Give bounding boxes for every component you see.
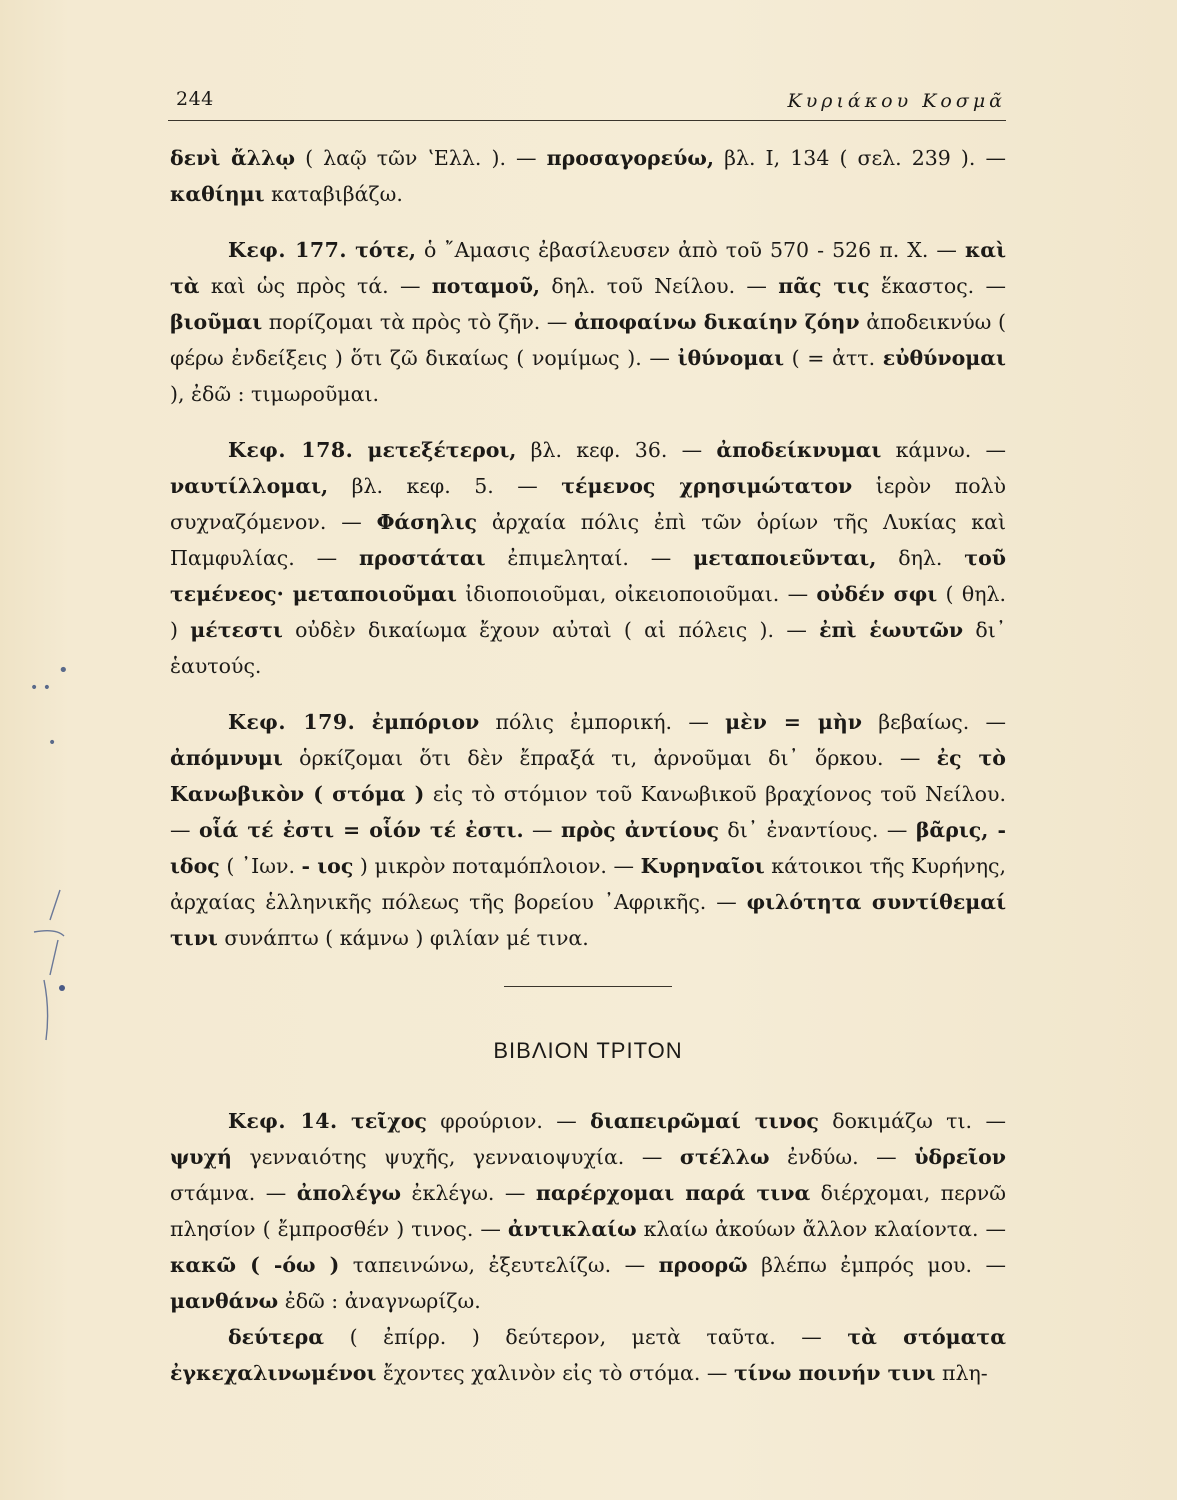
margin-scribble [20,880,80,1060]
lemma: ἐμπόριον [371,710,480,734]
gloss: καταβιβάζω. [264,182,403,206]
lemma: - ιος [301,854,354,878]
lemma: μανθάνω [170,1289,279,1313]
margin-speck: • [58,660,69,681]
gloss: — [523,818,561,842]
gloss: ταπεινώνω, ἐξευτελίζω. — [339,1253,659,1277]
lemma: ἐς τὸ Κανωβικὸν ( στόμα ) [170,746,1006,806]
paragraph-continuation [170,140,1006,212]
lemma: βᾶρις, - ιδος [170,818,1006,878]
lemma: πρὸς ἀντίους [561,818,719,842]
gloss: ), ἐδῶ : τιμωροῦμαι. [170,382,380,406]
gloss: συνάπτω ( κάμνω ) φιλίαν μέ τινα. [217,926,589,950]
gloss: στάμνα. — [170,1181,297,1205]
lemma: μέτεστι [190,618,283,642]
gloss: δηλ. τοῦ Νείλου. — [540,274,779,298]
lemma: Φάσηλις [376,510,477,534]
gloss: οὐδὲν δικαίωμα ἔχουν αὐταὶ ( αἱ πόλεις ). — [282,618,820,642]
lemma: τέμενος χρησιμώτατον [561,474,853,498]
lemma: φιλότητα συντίθεμαί τινι [170,890,1006,950]
lemma: παρέρχομαι παρά τινα [535,1181,811,1205]
gloss: ( ἐπίρρ. ) δεύτερον, μετὰ ταῦτα. — [324,1325,848,1349]
gloss: ἐδῶ : ἀναγνωρίζω. [278,1289,481,1313]
running-head: Κυριάκου Κοσμᾶ [787,90,1006,112]
gloss: πορίζομαι τὰ πρὸς τὸ ζῆν. — [262,310,575,334]
paragraph-chapter-178 [170,432,1006,684]
gloss: βεβαίως. — [862,710,1007,734]
lemma: ψυχή [170,1145,232,1169]
gloss: βλ. Ι, 134 ( σελ. 239 ). — [714,146,1007,170]
lemma: κακῶ ( -όω ) [170,1253,340,1277]
lemma: τότε, [355,238,416,262]
lemma: εὐθύνομαι [882,346,1006,370]
lemma: ἀποδείκνυμαι [716,438,882,462]
lemma: μεταποιεῦνται, [693,546,877,570]
chapter-label: Κεφ. 179. [228,710,356,734]
page-header [168,84,1006,121]
lemma: βιοῦμαι [170,310,263,334]
lemma: καὶ τὰ [170,238,1006,298]
gloss: ( = ἀττ. [784,346,883,370]
lemma: μετεξέτεροι, [367,438,517,462]
gloss: δι᾽ ἐναντίους. — [718,818,916,842]
gloss: πόλις ἐμπορική. — [479,710,726,734]
gloss: ἔχοντες χαλινὸν εἰς τὸ στόμα. — [376,1361,734,1385]
lemma: οἷά τέ ἐστι = οἷόν τέ ἐστι. [198,818,524,842]
gloss: διέρχομαι, περνῶ πλησίον ( ἔμπροσθέν ) τινος. — [170,1181,1006,1241]
lemma: ποταμοῦ, [431,274,541,298]
lemma: ἀπόμνυμι [170,746,283,770]
margin-speck: • • [30,680,51,696]
lemma: ἐπὶ ἑωυτῶν [819,618,964,642]
paragraph-chapter-14 [170,1103,1006,1319]
gloss: ἰδιοποιοῦμαι, οἰκειοποιοῦμαι. — [456,582,817,606]
gloss: ἀρχαία πόλις ἐπὶ τῶν ὁρίων τῆς Λυκίας καὶ Παμφυλίας. — [170,510,1006,570]
gloss: ( ᾽Ιων. [219,854,302,878]
paragraph-chapter-179 [170,704,1006,956]
gloss: βλέπω ἐμπρός μου. — [747,1253,1006,1277]
lemma: ὑδρεῖον [914,1145,1006,1169]
gloss: καὶ ὡς πρὸς τά. — [199,274,432,298]
lemma: ἀποφαίνω δικαίην ζόην [574,310,860,334]
lemma: τεῖχος [351,1109,427,1133]
gloss: εἰς τὸ στόμιον τοῦ Κανωβικοῦ βραχίονος τοῦ Νείλου. — [170,782,1006,842]
lemma: δενὶ ἄλλῳ [170,146,296,170]
gloss: ἀποδεικνύω ( φέρω ἐνδείξεις ) ὅτι ζῶ δικαίως ( νομίμως ). — [170,310,1006,370]
gloss: κάμνω. — [881,438,1006,462]
lemma: ἀπολέγω [296,1181,402,1205]
lemma: προσαγορεύω, [546,146,715,170]
lemma: καθίημι [170,182,265,206]
gloss: φρούριον. — [426,1109,591,1133]
lemma: ἰθύνομαι [677,346,784,370]
gloss: ἕκαστος. — [869,274,1006,298]
lemma: τοῦ τεμένεος· μεταποιοῦμαι [170,546,1006,606]
paragraph-chapter-14-continued [170,1319,1006,1391]
gloss: ἐκλέγω. — [401,1181,536,1205]
page-number: 244 [176,88,214,110]
gloss: δοκιμάζω τι. — [818,1109,1006,1133]
chapter-label: Κεφ. 178. [228,438,354,462]
lemma: ναυτίλλομαι, [170,474,329,498]
lemma: διαπειρῶμαί τινος [590,1109,819,1133]
gloss: ἐπιμεληταί. — [485,546,694,570]
gloss: κλαίω ἀκούων ἄλλον κλαίοντα. — [636,1217,1006,1241]
chapter-label: Κεφ. 177. [228,238,348,262]
lemma: στέλλω [679,1145,770,1169]
lemma: μὲν = μὴν [725,710,862,734]
gloss: κάτοικοι τῆς Κυρήνης, ἀρχαίας ἑλληνικῆς πόλεως τῆς βορείου ᾽Αφρικῆς. — [170,854,1006,914]
gloss: πλη- [935,1361,988,1385]
lemma: πᾶς τις [778,274,870,298]
paragraph-chapter-177 [170,232,1006,412]
book-title: ΒΙΒΛΙΟΝ ΤΡΙΤΟΝ [493,1038,683,1063]
lemma: τὰ στόματα ἐγκεχαλινωμένοι [170,1325,1007,1385]
gloss: δηλ. [876,546,965,570]
section-divider [504,986,672,987]
lemma: τίνω ποινήν τινι [733,1361,936,1385]
lemma: Κυρηναῖοι [640,854,765,878]
gloss: δι᾽ ἑαυτούς. [170,618,1007,678]
lemma: δεύτερα [228,1325,325,1349]
gloss: βλ. κεφ. 5. — [328,474,562,498]
gloss: ἱερὸν πολὺ συχναζόμενον. — [170,474,1006,534]
gloss: ὁρκίζομαι ὅτι δὲν ἔπραξά τι, ἀρνοῦμαι δι᾽ ὅρκου. — [282,746,937,770]
lemma: ἀντικλαίω [507,1217,637,1241]
gloss: ἐνδύω. — [769,1145,915,1169]
margin-speck: • [48,735,57,751]
lemma: οὐδέν σφι [816,582,938,606]
gloss: ( θηλ. ) [170,582,1007,642]
gloss: ) μικρὸν ποταμόπλοιον. — [353,854,641,878]
gloss: γενναιότης ψυχῆς, γενναιοψυχία. — [231,1145,680,1169]
page-body [170,140,1006,1391]
gloss: βλ. κεφ. 36. — [516,438,717,462]
gloss: ὁ ῎Αμασις ἐβασίλευσεν ἀπὸ τοῦ 570 - 526 π. Χ. — [415,238,965,262]
lemma: προορῶ [658,1253,748,1277]
gloss: ( λαῷ τῶν ʽΕλλ. ). — [295,146,547,170]
chapter-label: Κεφ. 14. [228,1109,338,1133]
lemma: προστάται [359,546,486,570]
